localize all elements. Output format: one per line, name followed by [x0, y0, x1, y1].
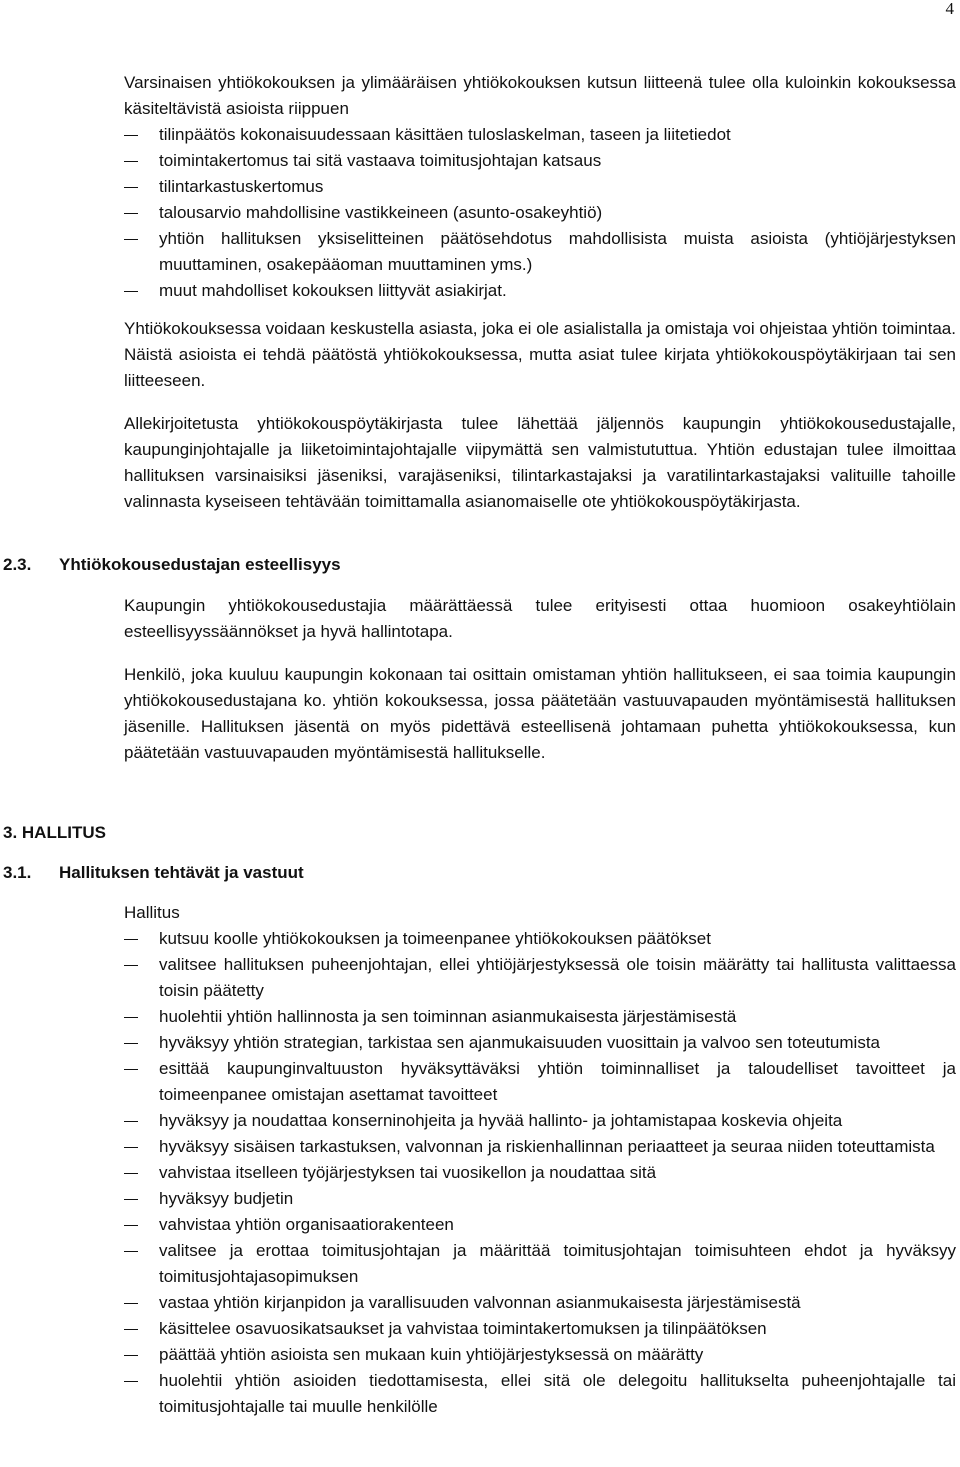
- list-item: huolehtii yhtiön hallinnosta ja sen toiminnan asianmukaisesta järjestämisestä: [124, 1004, 956, 1030]
- list-item: vastaa yhtiön kirjanpidon ja varallisuuden valvonnan asianmukaisesta järjestämisestä: [124, 1290, 956, 1316]
- list-item: huolehtii yhtiön asioiden tiedottamisesta, ellei sitä ole delegoitu hallitukselta puheenjohtajalle tai toimitusjohtajalle tai muulle henkilölle: [124, 1368, 956, 1420]
- list-item: yhtiön hallituksen yksiselitteinen päätösehdotus mahdollisista muista asioista (yhtiöjärjestyksen muuttaminen, osakepääoman muuttaminen yms.): [124, 226, 956, 278]
- minutes-block: [124, 411, 956, 515]
- list-item: kutsuu koolle yhtiökokouksen ja toimeenpanee yhtiökokouksen päätökset: [124, 926, 956, 952]
- list-item: hyväksyy yhtiön strategian, tarkistaa sen ajanmukaisuuden vuosittain ja valvoo sen toteutumista: [124, 1030, 956, 1056]
- section-number: 2.3.: [3, 555, 32, 574]
- list-item: muut mahdolliset kokouksen liittyvät asiakirjat.: [124, 278, 956, 304]
- list-item: talousarvio mahdollisine vastikkeineen (asunto-osakeyhtiö): [124, 200, 956, 226]
- list-item: hyväksyy budjetin: [124, 1186, 956, 1212]
- board-lead: Hallitus: [124, 903, 180, 922]
- list-item: valitsee ja erottaa toimitusjohtajan ja määrittää toimitusjohtajan toimisuhteen ehdot ja hyväksyy toimitusjohtajasopimuksen: [124, 1238, 956, 1290]
- list-item: hyväksyy sisäisen tarkastuksen, valvonnan ja riskienhallinnan periaatteet ja seuraa niiden toteuttamista: [124, 1134, 956, 1160]
- section-heading-3: [3, 820, 106, 846]
- list-item: esittää kaupunginvaltuuston hyväksyttäväksi yhtiön toiminnalliset ja taloudelliset tavoitteet ja toimeenpanee omistajan asettamat tavoitteet: [124, 1056, 956, 1108]
- list-item: valitsee hallituksen puheenjohtajan, ellei yhtiöjärjestyksessä ole toisin määrätty tai hallitusta valittaessa toisin päätetty: [124, 952, 956, 1004]
- minutes-paragraph: Allekirjoitetusta yhtiökokouspöytäkirjasta tulee lähettää jäljennös kaupungin yhtiökokousedustajalle, kaupunginjohtajalle ja liiketoimintajohtajalle viipymättä sen valmistututtua. Yhtiön edustajan tulee ilmoittaa hallituksen varsinaisiksi jäseniksi, varajäseniksi, tilintarkastajaksi ja varatilintarkastajaksi valituille tahoille valinnasta kyseiseen tehtävään toimittamalla asianomaiselle ote yhtiökokouspöytäkirjasta.: [124, 414, 956, 511]
- discussion-paragraph: Yhtiökokouksessa voidaan keskustella asiasta, joka ei ole asialistalla ja omistaja voi ohjeistaa yhtiön toimintaa. Näistä asioista ei tehdä päätöstä yhtiökokouksessa, mutta asiat tulee kirjata yhtiökokouspöytäkirjaan tai sen liitteeseen.: [124, 319, 956, 390]
- intro-block: [124, 70, 956, 304]
- discussion-block: [124, 316, 956, 394]
- board-duties-list: [124, 926, 956, 1420]
- list-item: tilinpäätös kokonaisuudessaan käsittäen tuloslaskelman, taseen ja liitetiedot: [124, 122, 956, 148]
- list-item: käsittelee osavuosikatsaukset ja vahvistaa toimintakertomuksen ja tilinpäätöksen: [124, 1316, 956, 1342]
- board-duties-block: [124, 900, 956, 1420]
- disqualification-block-2: [124, 662, 956, 766]
- disqualification-paragraph: Kaupungin yhtiökokousedustajia määrättäessä tulee erityisesti ottaa huomioon osakeyhtiölain esteellisyyssäännökset ja hyvä hallintotapa.: [124, 596, 956, 641]
- list-item: tilintarkastuskertomus: [124, 174, 956, 200]
- section-title: 3. HALLITUS: [3, 823, 106, 842]
- disqualification-paragraph: Henkilö, joka kuuluu kaupungin kokonaan tai osittain omistaman yhtiön hallitukseen, ei saa toimia kaupungin yhtiökokousedustajana ko. yhtiön kokouksessa, jossa päätetään vastuuvapauden myöntämisestä hallituksen jäsenille. Hallituksen jäsentä on myös pidettävä esteellisenä johtamaan puhetta yhtiökokouksessa, kun päätetään vastuuvapauden myöntämisestä hallitukselle.: [124, 665, 956, 762]
- intro-paragraph: Varsinaisen yhtiökokouksen ja ylimääräisen yhtiökokouksen kutsun liitteenä tulee olla kuloinkin kokouksessa käsiteltävistä asioista riippuen: [124, 73, 956, 118]
- section-heading-3-1: [3, 860, 304, 886]
- section-heading-2-3: [3, 552, 341, 578]
- list-item: hyväksyy ja noudattaa konserninohjeita ja hyvää hallinto- ja johtamistapaa koskevia ohjeita: [124, 1108, 956, 1134]
- section-number: 3.1.: [3, 863, 32, 882]
- list-item: vahvistaa itselleen työjärjestyksen tai vuosikellon ja noudattaa sitä: [124, 1160, 956, 1186]
- section-title: Yhtiökokousedustajan esteellisyys: [59, 555, 341, 574]
- disqualification-block-1: [124, 593, 956, 645]
- section-title: Hallituksen tehtävät ja vastuut: [59, 863, 304, 882]
- attachment-list: [124, 122, 956, 304]
- list-item: toimintakertomus tai sitä vastaava toimitusjohtajan katsaus: [124, 148, 956, 174]
- list-item: päättää yhtiön asioista sen mukaan kuin yhtiöjärjestyksessä on määrätty: [124, 1342, 956, 1368]
- page-number: 4: [945, 0, 954, 18]
- list-item: vahvistaa yhtiön organisaatiorakenteen: [124, 1212, 956, 1238]
